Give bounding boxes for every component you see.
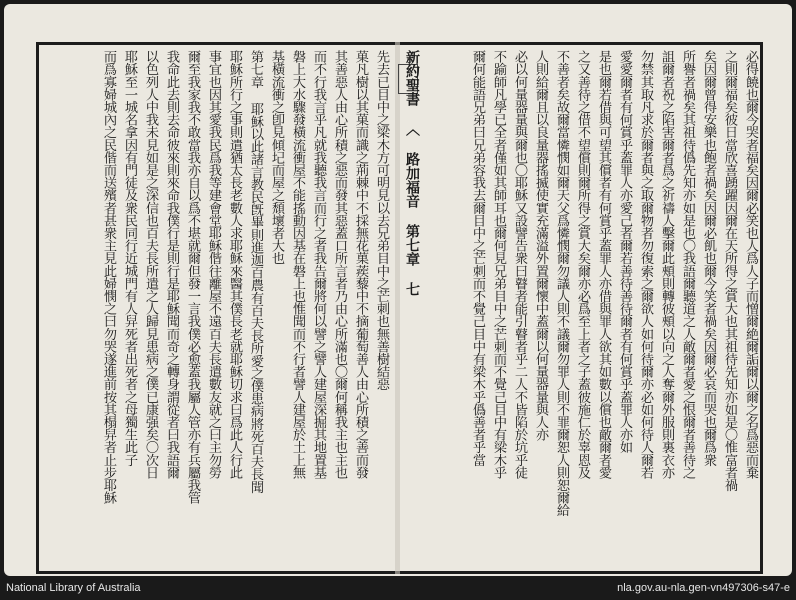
page-gutter [395,42,400,574]
left-page-column: 菓凡樹以其菓而識之荊棘中不採無花菓蒺藜中不摘葡萄善人由心所積之善而發 [353,50,368,479]
left-page-column: 以色列人中我未見如是之深信也百夫長所遣之人歸見患病之僕已康强矣〇次日 [143,50,158,479]
left-page-column: 基橫流衝之卽見傾圮而屋之頹壞者大也 [269,50,284,265]
right-page-column: 愛愛爾者有何賞乎蓋罪人亦愛己者爾若善待善待爾者有何賞乎蓋罪人亦如 [617,50,632,454]
right-page-column: 之又善待之借不望償則爾所得之賞大矣爾亦必爲至上者之子蓋彼施仁於辜恩及 [575,50,590,479]
right-page-column: 勿禁其取凡求於爾者與之取爾物者勿復索之爾欲人如何待爾亦必如何待人爾若 [638,50,653,479]
left-page-column: 事宜也因其愛我民爲我等建會堂耶穌偕往離屋不遠百夫長遣數友就之曰主勿勞 [206,50,221,479]
left-page-column: 而不行我言乎凡就我聽我言而行之者我告爾將何以譬之譬人建屋深掘其地置基 [311,50,326,479]
left-page-column: 先去已目中之梁木方可明見以去兄弟目中之芒刺也無善樹結惡 [374,50,389,391]
left-page-column: 我命此去則去命彼來則來命我僕行是則行是耶穌聞而奇之轉身謂從者曰我語爾 [164,50,179,479]
right-page-column: 矣因爾曾得安樂也飽者禍矣因爾必飢也爾今笑者禍矣因爾必哀而哭也爾爲衆 [701,50,716,466]
right-page-column: 必以何量器量與爾也〇耶穌又設譬告衆曰瞽者能引瞽者乎二人不皆陷於坑乎徒 [512,50,527,479]
left-page-column: 其善惡人由心所積之惡而發其惡蓋口所言者乃由心所滿也〇爾何稱我主也主也 [332,50,347,479]
right-page-column: 所譽者禍矣其祖待僞先知亦如是也〇我語爾聽道之人敵爾者愛之恨爾者善待之 [680,50,695,479]
right-page-column: 爾何能語兄弟曰兄弟容我去爾目中之芒刺而不覺己目中有梁木乎僞善者乎當 [470,50,485,466]
chapter-start-column: 第七章 耶穌以此諸言教民旣畢則進迦百農有百夫長所愛之僕患病將死百夫長聞 [248,50,263,493]
library-credit: National Library of Australia [6,582,141,594]
left-page-column: 耶穌至一城名拿因有門徒及衆民同行近城門有人舁死者出死者之母獨生此子 [122,50,137,466]
running-heading: 新約聖書 〈 路加福音 第七章 七 [404,50,420,296]
left-page-column: 磐上大水驟發橫流衝屋不能搖動因基在磐上也惟聞而不行者譬人建屋於土上無 [290,50,305,479]
right-page-column: 不善者矣故爾當憐憫如爾天父爲憐憫爾勿議人則不議爾勿罪人則不罪爾恕人則恕爾給 [554,50,569,517]
left-page-column: 爾至我家我不敢當我亦自以爲不堪就爾但發一言我僕必愈蓋我屬人管亦有兵屬我管 [185,50,200,504]
right-page-column: 詛爾者祝之陷害爾者爲之祈禱人擊爾此頰則轉彼頰以向之人奪爾外服則裏衣亦 [659,50,674,479]
catalog-id: nla.gov.au-nla.gen-vn497306-s47-e [617,582,790,594]
right-page-column: 人則給爾且以良量器搖揻使實充滿溢外置爾懷中蓋爾以何量器量與人亦 [533,50,548,441]
right-page-column: 必得饒也爾今哭者福矣因爾必笑也人爲人子而憎爾絶爾詬爾以爾之名爲惡而棄 [743,50,758,479]
right-page-column: 之則爾福矣彼日當欣喜踴躍因爾在天所得之賞大也其祖待先知亦如是〇惟富者禍 [722,50,737,492]
left-page-column: 而爲寡婦城內之民偕而送殯者甚衆主見此婦憫之曰勿哭遂進前按其榻舁者止步耶穌 [101,50,116,504]
right-page-column: 不踰師凡學已全者僅如其師耳也爾何見兄弟目中之芒刺而不覺己目中有梁木乎 [491,50,506,479]
left-page-column: 耶穌所行之事則遣猶太長老數人求耶穌來醫其僕長老就耶穌切求曰爲此人行此 [227,50,242,479]
right-page-column: 是也爾若借與可望其償者有何賞乎蓋罪人亦借與罪人欲其如數以償也敵爾者愛 [596,50,611,479]
